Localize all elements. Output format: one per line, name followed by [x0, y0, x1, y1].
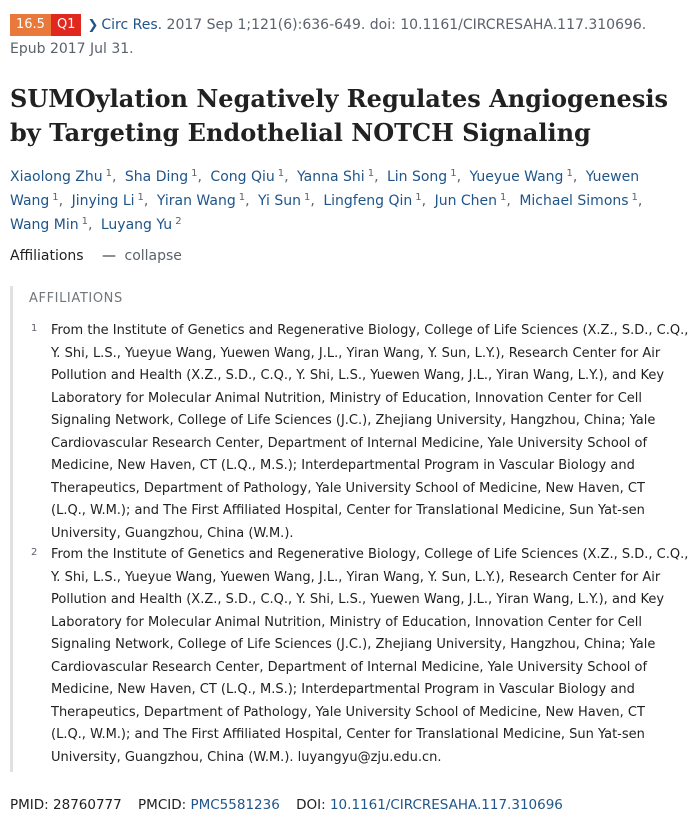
pmcid-link[interactable]: PMC5581236 — [190, 797, 280, 813]
author-link[interactable]: Michael Simons — [519, 193, 629, 209]
author-affiliation-ref[interactable]: 1 — [631, 192, 638, 203]
affiliation-line: Cardiovascular Research Center, Department of Internal Medicine, Yale University School of — [51, 435, 648, 451]
affiliation-line: Signaling Network, College of Life Sciences (J.C.), Zhejiang University, Hangzhou, China; Yale — [51, 413, 656, 428]
citation-details: 2017 Sep 1;121(6):636-649. doi: 10.1161/CIRCRESAHA.117.310696. — [166, 17, 647, 33]
article-title: SUMOylation Negatively Regulates Angiogenesis by Targeting Endothelial NOTCH Signaling — [10, 84, 668, 147]
author-affiliation-ref[interactable]: 1 — [238, 192, 246, 203]
doi-label: DOI: — [296, 797, 326, 813]
pmid-label: PMID: — [10, 797, 49, 813]
dash-icon: — — [102, 248, 117, 264]
affiliation-line: Cardiovascular Research Center, Department of Internal Medicine, Yale University School of — [51, 659, 648, 675]
affiliation-line: Laboratory for Molecular Animal Nutrition, Ministry of Education, Innovation Center for Cell — [51, 614, 642, 630]
quartile-badge: Q1 — [51, 14, 82, 36]
affiliation-line: University, Guangzhou, China (W.M.). — [51, 525, 294, 541]
author-affiliation-ref[interactable]: 1 — [415, 192, 422, 203]
author-affiliation-ref[interactable]: 1 — [191, 168, 198, 179]
affiliation-line: From the Institute of Genetics and Regenerative Biology, College of Life Sciences (X.Z., S.D., C.Q., — [51, 547, 688, 562]
doi-link[interactable]: 10.1161/CIRCRESAHA.117.310696 — [329, 797, 563, 813]
authors-list — [10, 166, 682, 238]
affiliation-line: Medicine, New Haven, CT (L.Q., M.S.); Interdepartmental Program in Vascular Biology and — [51, 458, 635, 473]
affiliations-toggle-row — [10, 246, 182, 266]
affiliations-panel — [10, 286, 688, 772]
author-separator: , — [245, 193, 250, 209]
affiliation-line: (L.Q., W.M.); and The First Affiliated Hospital, Center for Translational Medicine, Sun Yat-sen — [51, 727, 645, 742]
affiliations-heading: AFFILIATIONS — [29, 291, 123, 306]
affiliation-line: Laboratory for Molecular Animal Nutrition, Ministry of Education, Innovation Center for Cell — [51, 390, 642, 406]
affiliation-line: Y. Shi, L.S., Yueyue Wang, Yuewen Wang, J.L., Yiran Wang, Y. Sun, L.Y.), Research Center for Air — [51, 345, 661, 361]
author-link[interactable]: Yuewen Wang — [10, 169, 640, 209]
author-link[interactable]: Yanna Shi — [297, 169, 365, 185]
author-affiliation-ref[interactable]: 1 — [52, 192, 59, 203]
author-affiliation-ref[interactable]: 1 — [450, 168, 457, 179]
author-separator: , — [572, 169, 578, 185]
author-separator: , — [58, 193, 64, 209]
affiliation-line: Pollution and Health (X.Z., S.D., C.Q., Y. Shi, L.S., Yuewen Wang, J.L., Yiran Wang, L.Y.), and Key — [51, 368, 665, 383]
affiliation-line: Therapeutics, Department of Pathology, Yale University School of Medicine, New Haven, CT — [51, 480, 645, 496]
author-affiliation-ref[interactable]: 1 — [500, 192, 507, 203]
affiliation-text — [51, 320, 688, 545]
author-separator: , — [374, 169, 379, 185]
affiliation-line: Y. Shi, L.S., Yueyue Wang, Yuewen Wang, J.L., Yiran Wang, Y. Sun, L.Y.), Research Center for Air — [51, 569, 661, 585]
affiliation-line: Therapeutics, Department of Pathology, Yale University School of Medicine, New Haven, CT — [51, 704, 645, 720]
author-affiliation-ref[interactable]: 1 — [105, 168, 113, 179]
author-affiliation-ref[interactable]: 1 — [304, 192, 311, 203]
author-separator: , — [637, 193, 643, 209]
author-separator: , — [112, 169, 117, 185]
author-link[interactable]: Yi Sun — [258, 193, 302, 209]
author-link[interactable]: Yueyue Wang — [469, 169, 564, 185]
affiliation-number: 1 — [31, 323, 38, 334]
author-link[interactable]: Lingfeng Qin — [323, 193, 413, 209]
pmcid-label: PMCID: — [138, 797, 187, 813]
affiliation-line: Medicine, New Haven, CT (L.Q., M.S.); Interdepartmental Program in Vascular Biology and — [51, 682, 635, 697]
impact-factor-badge: 16.5 — [10, 14, 51, 36]
affiliations-label: Affiliations — [10, 248, 84, 264]
citation-line — [10, 14, 680, 37]
author-link[interactable]: Cong Qiu — [210, 169, 275, 185]
affiliation-line: Signaling Network, College of Life Sciences (J.C.), Zhejiang University, Hangzhou, China; Yale — [51, 637, 656, 652]
author-affiliation-ref[interactable]: 1 — [277, 168, 285, 179]
author-separator: , — [421, 193, 427, 209]
author-separator: , — [506, 193, 511, 209]
affiliation-line: (L.Q., W.M.); and The First Affiliated Hospital, Center for Translational Medicine, Sun Yat-sen — [51, 503, 645, 518]
author-link[interactable]: Luyang Yu — [100, 217, 173, 233]
author-link[interactable]: Yiran Wang — [156, 193, 236, 209]
author-affiliation-ref[interactable]: 2 — [175, 216, 182, 227]
affiliation-number: 2 — [31, 547, 38, 558]
chevron-right-icon: ❯ — [87, 18, 99, 33]
article-identifiers — [10, 796, 563, 814]
author-link[interactable]: Jun Chen — [434, 193, 498, 209]
author-separator: , — [87, 217, 93, 233]
author-link[interactable]: Wang Min — [10, 217, 79, 233]
author-affiliation-ref[interactable]: 1 — [566, 168, 573, 179]
affiliation-line: From the Institute of Genetics and Regenerative Biology, College of Life Sciences (X.Z., S.D., C.Q., — [51, 323, 688, 338]
author-separator: , — [284, 169, 289, 185]
collapse-affiliations-button[interactable]: collapse — [124, 248, 182, 264]
journal-link[interactable]: Circ Res. — [101, 17, 163, 33]
author-separator: , — [197, 169, 202, 185]
author-link[interactable]: Xiaolong Zhu — [10, 169, 103, 185]
author-affiliation-ref[interactable]: 1 — [137, 192, 144, 203]
affiliation-line: University, Guangzhou, China (W.M.). luyangyu@zju.edu.cn. — [51, 749, 442, 765]
author-affiliation-ref[interactable]: 1 — [81, 216, 88, 227]
author-link[interactable]: Lin Song — [386, 169, 448, 185]
epub-date: Epub 2017 Jul 31. — [10, 41, 134, 57]
author-link[interactable]: Jinying Li — [71, 193, 135, 209]
affiliation-line: Pollution and Health (X.Z., S.D., C.Q., Y. Shi, L.S., Yuewen Wang, J.L., Yiran Wang, L.Y.), and Key — [51, 592, 665, 607]
author-link[interactable]: Sha Ding — [124, 169, 189, 185]
author-affiliation-ref[interactable]: 1 — [367, 168, 375, 179]
pmid-value: 28760777 — [53, 797, 122, 813]
affiliation-text — [51, 544, 688, 769]
author-separator: , — [310, 193, 315, 209]
author-separator: , — [456, 169, 462, 185]
author-separator: , — [143, 193, 149, 209]
